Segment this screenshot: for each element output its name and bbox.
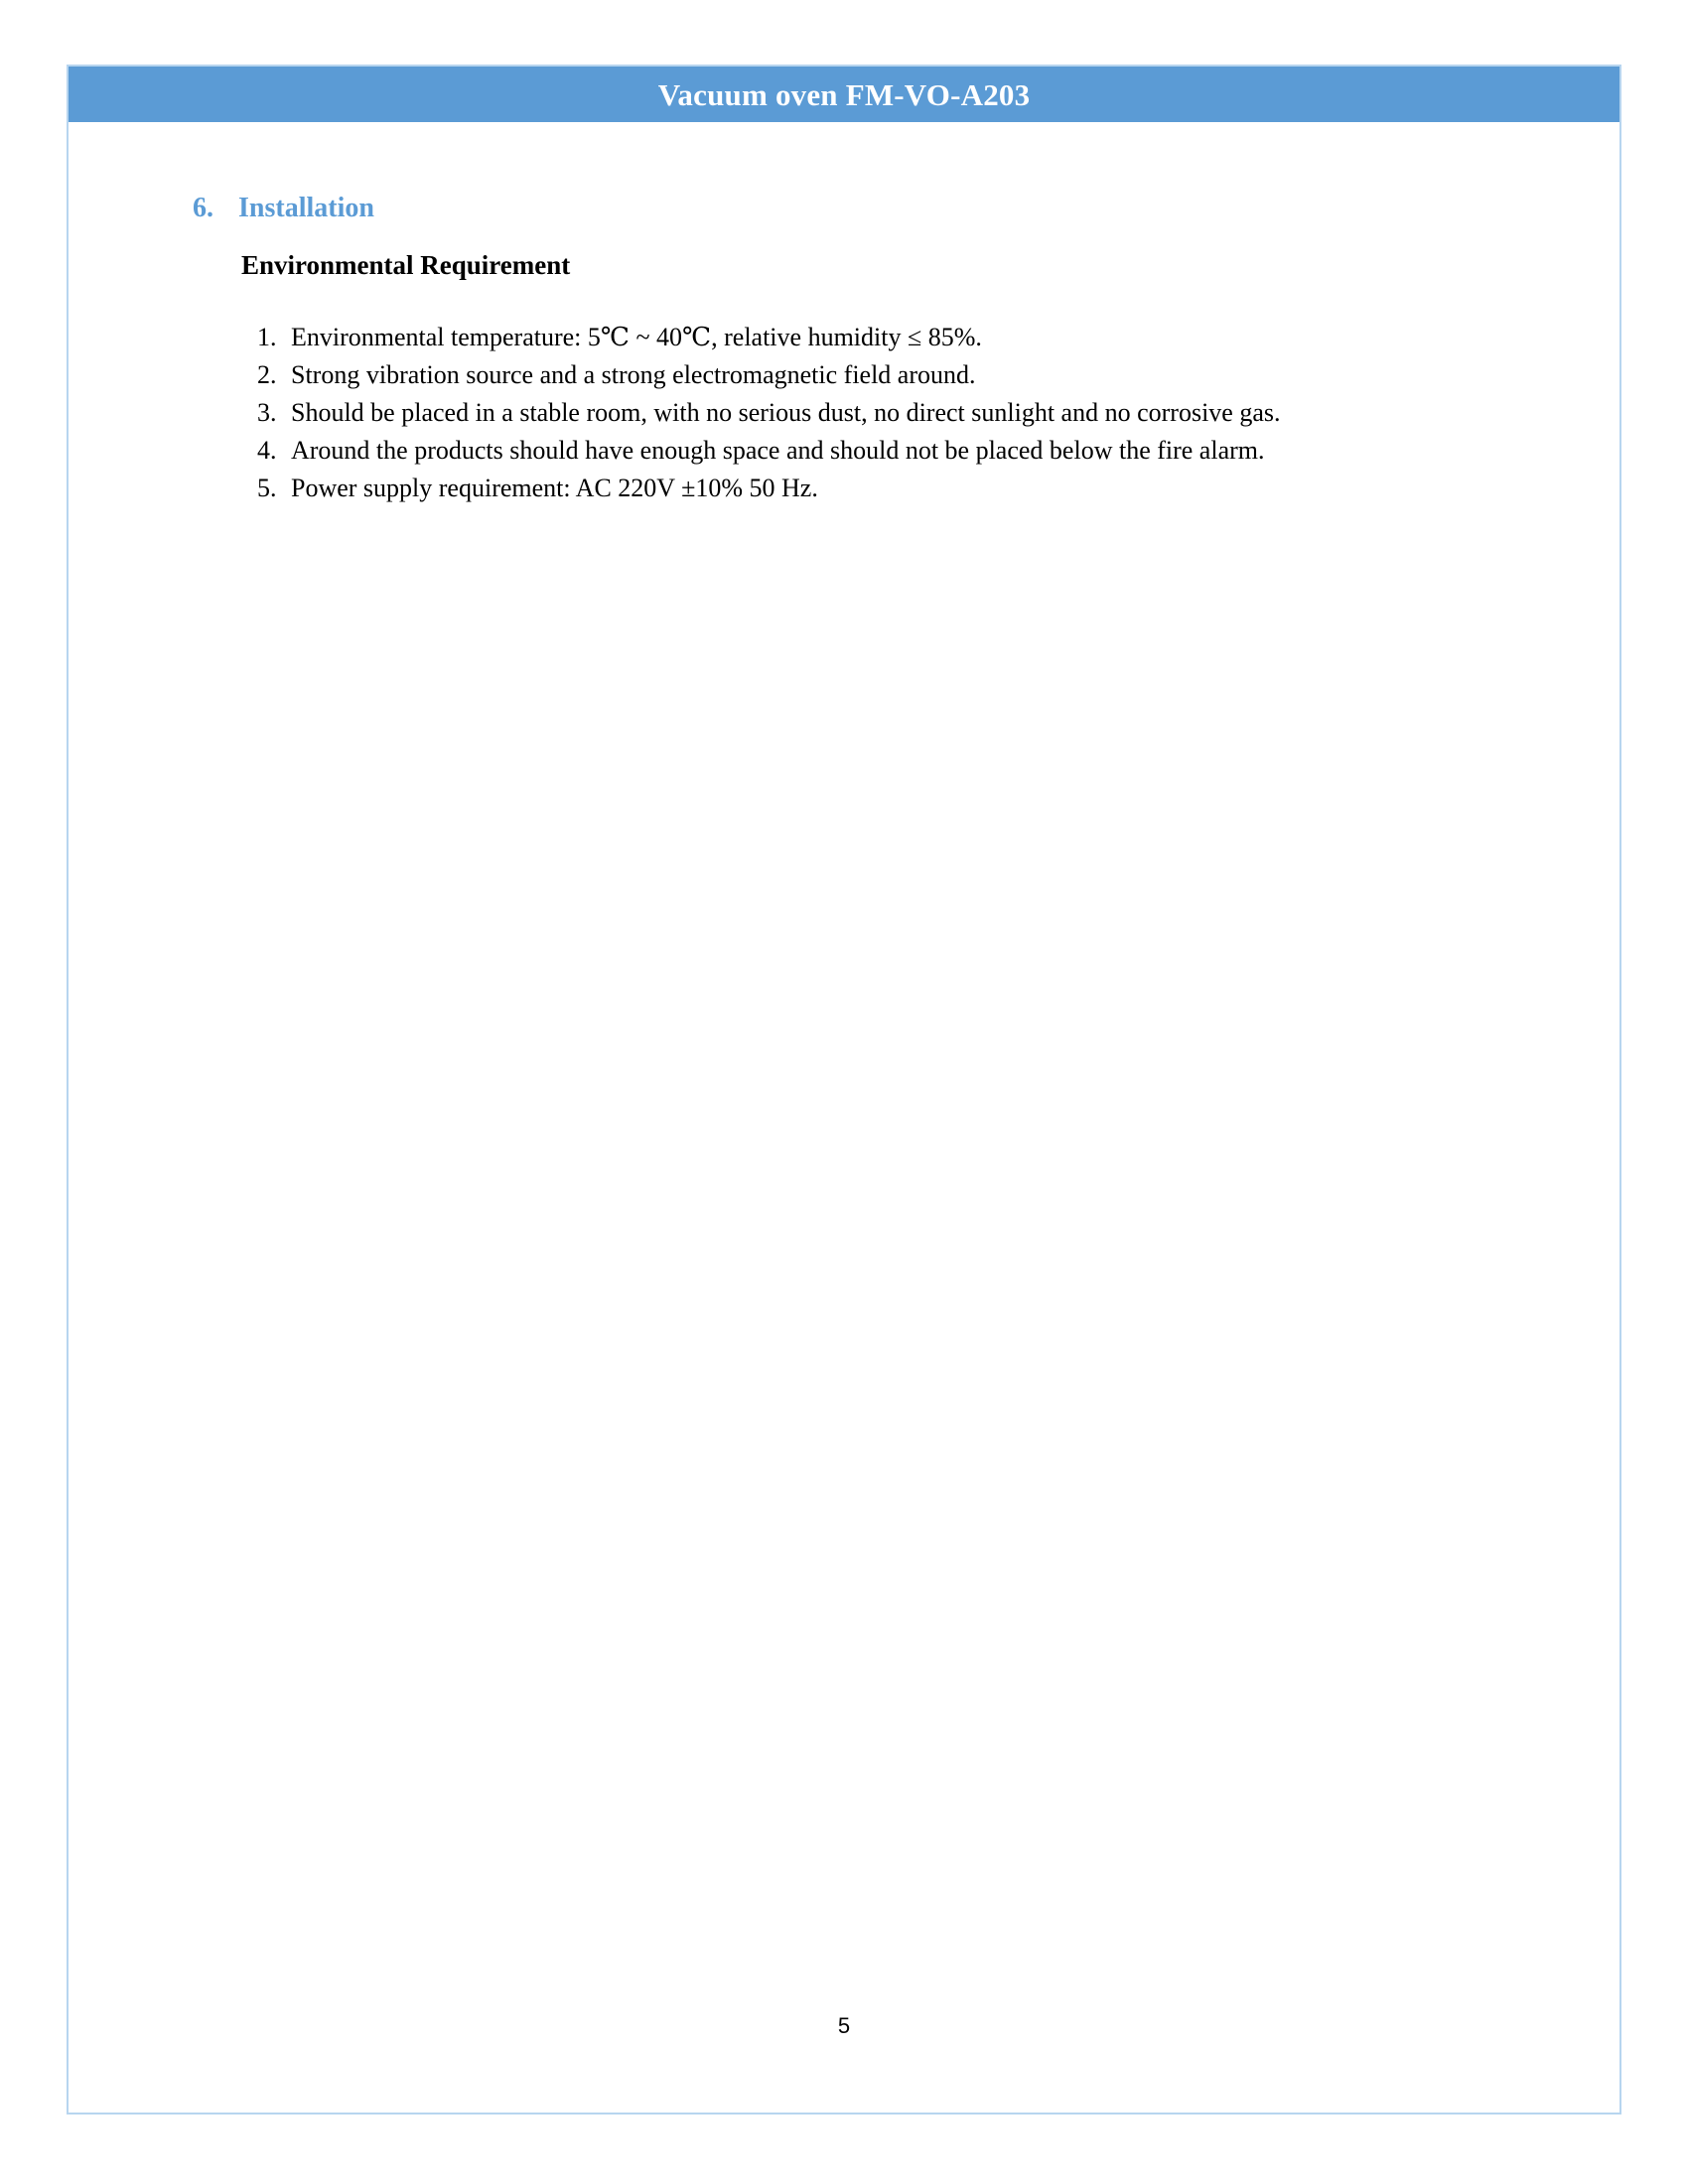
document-page bbox=[67, 65, 1621, 2115]
section-title: Installation bbox=[238, 193, 374, 223]
list-item-number: 3. bbox=[257, 398, 277, 427]
list-item bbox=[241, 470, 1497, 507]
list-item bbox=[241, 432, 1497, 470]
page-header-band bbox=[69, 67, 1619, 122]
list-item-number: 2. bbox=[257, 360, 277, 389]
list-item-text: Around the products should have enough space and should not be placed below the fire alarm. bbox=[291, 436, 1265, 465]
list-item-text: Power supply requirement: AC 220V ±10% 50 Hz. bbox=[291, 474, 818, 502]
list-item-number: 4. bbox=[257, 436, 277, 465]
list-item-text: Should be placed in a stable room, with no serious dust, no direct sunlight and no corrosive gas. bbox=[291, 398, 1281, 427]
section-heading bbox=[193, 194, 374, 224]
list-item-text: Environmental temperature: 5℃ ~ 40℃, relative humidity ≤ 85%. bbox=[291, 323, 982, 351]
list-item-number: 5. bbox=[257, 474, 277, 502]
subsection-heading: Environmental Requirement bbox=[241, 250, 571, 280]
list-item bbox=[241, 356, 1497, 394]
page-number: 5 bbox=[837, 2013, 851, 2038]
list-item-number: 1. bbox=[257, 323, 277, 351]
page-header-title: Vacuum oven FM-VO-A203 bbox=[657, 76, 1031, 112]
list-item bbox=[241, 394, 1497, 432]
page-content bbox=[69, 122, 1619, 2113]
requirements-list bbox=[241, 319, 1497, 507]
section-number: 6. bbox=[193, 193, 213, 223]
list-item-text: Strong vibration source and a strong electromagnetic field around. bbox=[291, 360, 976, 389]
list-item bbox=[241, 319, 1497, 356]
